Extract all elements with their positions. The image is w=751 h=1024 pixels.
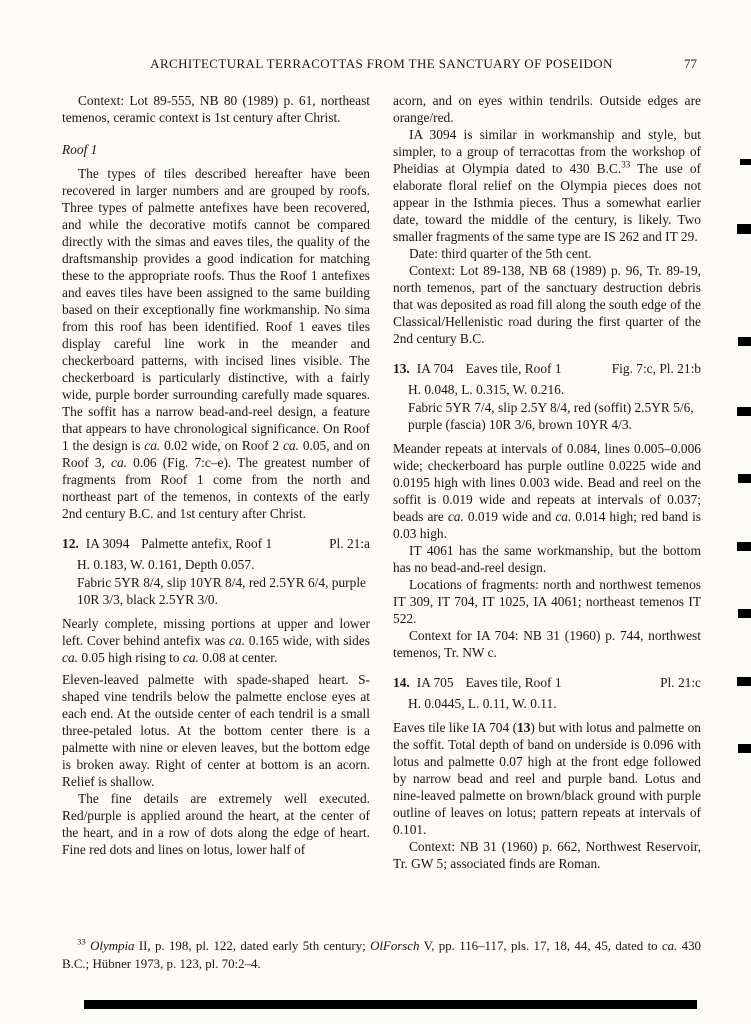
scan-artifact-mark	[738, 609, 751, 618]
paragraph: Eaves tile like IA 704 (13) but with lotus and palmette on the soffit. Total depth of band on underside is 0.096 with lotus and palmette 0.07 high at the front edge followed by narrow bead and reel and purple band. Lotus and nine-leaved palmette on brown/black ground with purple outline of leaves on lotus; pattern repeats at intervals of 0.101.	[393, 720, 701, 837]
paragraph: Date: third quarter of the 5th cent.	[409, 246, 592, 261]
scan-artifact-mark	[737, 407, 751, 416]
paragraph: Locations of fragments: north and northwest temenos IT 309, IT 704, IT 1025, IA 4061; northeast temenos IT 522.	[393, 577, 701, 626]
entry-plate-reference: Pl. 21:c	[660, 675, 701, 690]
entry-number: 12.	[62, 536, 79, 551]
paragraph: Context: Lot 89-138, NB 68 (1989) p. 96, Tr. 89-19, north temenos, part of the sanctuary destruction debris that was deposited as road fill along the south edge of the Classical/Hellenistic road during the first quarter of the 2nd century B.C.	[393, 263, 701, 346]
scan-artifact-mark	[740, 159, 751, 165]
paragraph: Eleven-leaved palmette with spade-shaped heart. S-shaped vine tendrils below the palmette enclose eyes at each end. At the outside center of each tendril is a small three-petaled lotus. At the bottom center there is a palmette with nine or eleven leaves, but the bottom edge is broken away. Right of center at bottom is an acorn. Relief is shallow.	[62, 672, 370, 789]
scan-artifact-mark	[738, 744, 751, 753]
scan-artifact-bar	[84, 1000, 697, 1009]
paragraph: The fine details are extremely well executed. Red/purple is applied around the heart, at the center of the heart, and in a row of dots along the edge of heart. Fine red dots and lines on lotus, lower half of	[62, 791, 370, 857]
catalog-measurements: H. 0.183, W. 0.161, Depth 0.057.	[77, 557, 255, 572]
entry-number: 14.	[393, 675, 410, 690]
entry-description: Palmette antefix, Roof 1	[141, 536, 273, 551]
catalog-measurements: H. 0.0445, L. 0.11, W. 0.11.	[408, 696, 557, 711]
entry-plate-reference: Fig. 7:c, Pl. 21:b	[611, 361, 701, 376]
text-body	[62, 92, 701, 872]
paragraph: acorn, and on eyes within tendrils. Outside edges are orange/red.	[393, 93, 701, 125]
scan-artifact-mark	[738, 337, 751, 346]
entry-id: IA 3094	[85, 536, 130, 551]
catalog-entry-heading	[393, 674, 701, 691]
scan-artifact-mark	[738, 474, 751, 483]
paragraph: Meander repeats at intervals of 0.084, lines 0.005–0.006 wide; checkerboard has purple outline 0.0225 wide and 0.0195 high with lines 0.003 wide. Bead and reel on the soffit is 0.019 wide and repeats at intervals of 0.037; beads are ca. 0.019 wide and ca. 0.014 high; red band is 0.03 high.	[393, 441, 702, 541]
footnote	[62, 938, 701, 973]
running-head	[62, 56, 701, 72]
scan-artifact-mark	[737, 224, 751, 234]
paragraph: IT 4061 has the same workmanship, but the bottom has no bead-and-reel design.	[393, 543, 701, 575]
paragraph: Context for IA 704: NB 31 (1960) p. 744, northwest temenos, Tr. NW c.	[393, 628, 701, 660]
scan-artifact-mark	[737, 542, 751, 551]
catalog-measurements: H. 0.048, L. 0.315, W. 0.216.	[408, 382, 565, 397]
footnote-text: $^{33}$ Olympia II, p. 198, pl. 122, dated early 5th century; OlForsch V, pp. 116–117, pls. 17, 18, 44, 45, dated to ca. 430 B.C.; Hübner 1973, p. 123, pl. 70:2–4.	[62, 936, 701, 971]
paragraph: Context: NB 31 (1960) p. 662, Northwest Reservoir, Tr. GW 5; associated finds are Roman.	[393, 839, 701, 871]
catalog-entry-heading	[62, 535, 370, 552]
paragraph: Nearly complete, missing portions at upper and lower left. Cover behind antefix was ca. 0.165 wide, with sides ca. 0.05 high rising to ca. 0.08 at center.	[62, 616, 370, 665]
paragraph: The types of tiles described hereafter have been recovered in larger numbers and are grouped by roofs. Three types of palmette antefixes have been recovered, and while the decorative motifs cannot be compared directly with the simas and eaves tiles, the quality of the draftsmanship provides a good indication for matching these to the appropriate roofs. Thus the Roof 1 antefixes and eaves tiles have been assigned to the same building based on their exceptionally fine workmanship. No sima from this roof has been identified. Roof 1 eaves tiles display careful line work in the meander and checkerboard patterns, with incised lines visible. The checkerboard is particularly distinctive, with a fairly wide, purple border surrounding carefully made squares. The soffit has a narrow bead-and-reel design, a feature that appears to have chronological significance. On Roof 1 the design is ca. 0.02 wide, on Roof 2 ca. 0.05, and on Roof 3, ca. 0.06 (Fig. 7:c–e). The greatest number of fragments from Roof 1 come from the north and northeast part of the temenos, in contexts of the early 2nd century B.C. and 1st century after Christ.	[62, 166, 370, 521]
right-column	[393, 92, 701, 872]
scan-artifact-mark	[737, 677, 751, 686]
section-heading: Roof 1	[62, 142, 98, 157]
entry-id: IA 705	[416, 675, 454, 690]
catalog-measurements: Fabric 5YR 7/4, slip 2.5Y 8/4, red (soffit) 2.5YR 5/6, purple (fascia) 10R 3/6, brown 10YR 4/3.	[408, 400, 694, 432]
entry-id: IA 704	[416, 361, 454, 376]
entry-description: Eaves tile, Roof 1	[465, 361, 562, 376]
page-number: 77	[684, 56, 697, 71]
left-column	[62, 92, 370, 872]
entry-plate-reference: Pl. 21:a	[329, 536, 370, 551]
entry-number: 13.	[393, 361, 410, 376]
paragraph: Context: Lot 89-555, NB 80 (1989) p. 61, northeast temenos, ceramic context is 1st century after Christ.	[62, 93, 370, 125]
page-title: ARCHITECTURAL TERRACOTTAS FROM THE SANCTUARY OF POSEIDON	[150, 56, 613, 71]
catalog-measurements: Fabric 5YR 8/4, slip 10YR 8/4, red 2.5YR 6/4, purple 10R 3/3, black 2.5YR 3/0.	[77, 575, 366, 607]
entry-description: Eaves tile, Roof 1	[465, 675, 562, 690]
catalog-entry-heading	[393, 360, 701, 377]
paragraph: IA 3094 is similar in workmanship and style, but simpler, to a group of terracottas from the workshop of Pheidias at Olympia dated to 430 B.C.$^{33}$ The use of elaborate floral relief on the Olympia pieces does not appear in the Isthmia pieces. Thus a somewhat earlier date, toward the middle of the century, is likely. Two smaller fragments of the same type are IS 262 and IT 29.	[393, 127, 702, 244]
